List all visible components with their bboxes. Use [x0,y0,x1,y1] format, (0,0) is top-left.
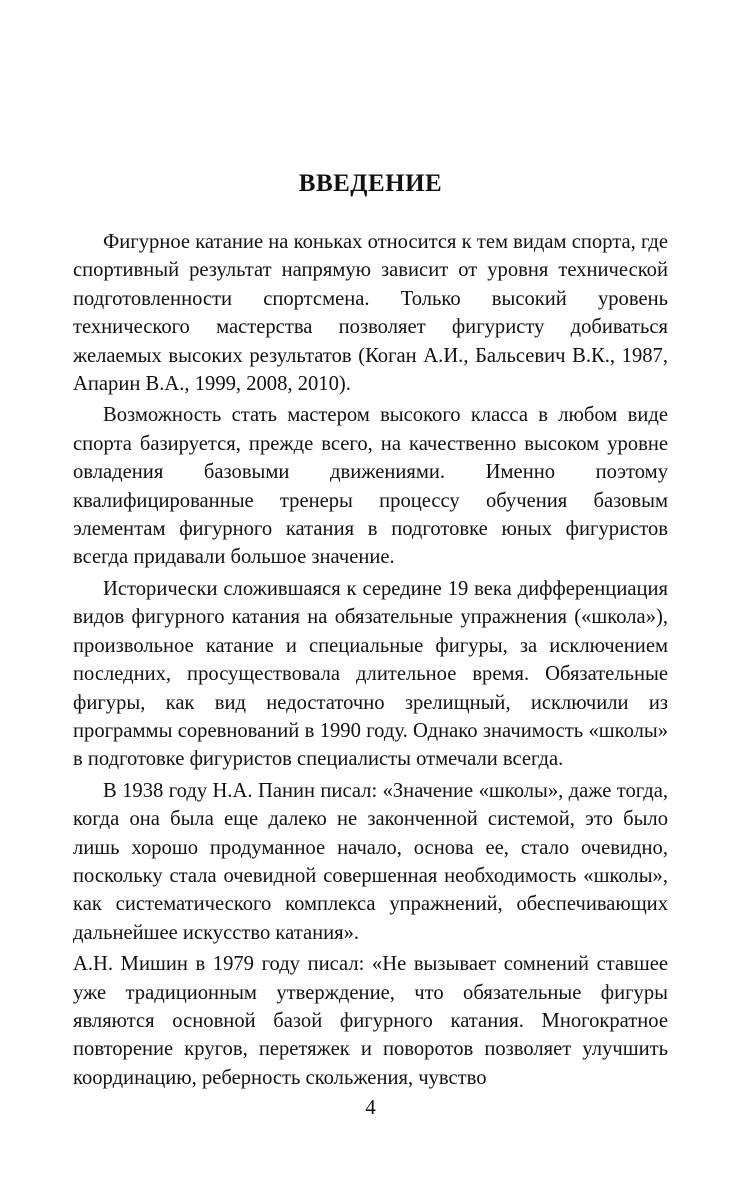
paragraph-5: А.Н. Мишин в 1979 году писал: «Не вызывает сомнений ставшее уже традиционным утверждение, что обязательные фигуры являются основной базой фигурного катания. Многократное повторение кругов, перетяжек и поворотов позволяет улучшить координацию, реберность скольжения, чувство [73,953,668,1089]
paragraph-2: Возможность стать мастером высокого класса в любом виде спорта базируется, прежде всего, на качественно высоком уровне овладения базовыми движениями. Именно поэтому квалифицированные тренеры процессу обучения базовым элементам фигурного катания в подготовке юных фигуристов всегда придавали большое значение. [73,404,668,569]
paragraph-1: Фигурное катание на коньках относится к тем видам спорта, где спортивный результат напрямую зависит от уровня технической подготовленности спортсмена. Только высокий уровень технического мастерства позволяет фигуристу добиваться желаемых высоких результатов (Коган А.И., Бальсевич В.К., 1987, Апарин В.А., 1999, 2008, 2010). [73,231,668,396]
body-text [73,228,668,1095]
paragraph-4: В 1938 году Н.А. Панин писал: «Значение «школы», даже тогда, когда она была еще далеко не законченной системой, это было лишь хорошо продуманное начало, основа ее, стало очевидно, поскольку стала очевидной совершенная необходимость «школы», как систематического комплекса упражнений, обеспечивающих дальнейшее искусство катания». [73,779,668,944]
page-number: 4 [365,1095,376,1119]
paragraph-3: Исторически сложившаяся к середине 19 века дифференциация видов фигурного катания на обязательные упражнения («школа»), произвольное катание и специальные фигуры, за исключением последних, просуществовала длительное время. Обязательные фигуры, как вид недостаточно зрелищный, исключили из программы соревнований в 1990 году. Однако значимость «школы» в подготовке фигуристов специалисты отмечали всегда. [73,577,668,771]
chapter-title: ВВЕДЕНИЕ [298,170,443,197]
document-page [73,0,668,1182]
